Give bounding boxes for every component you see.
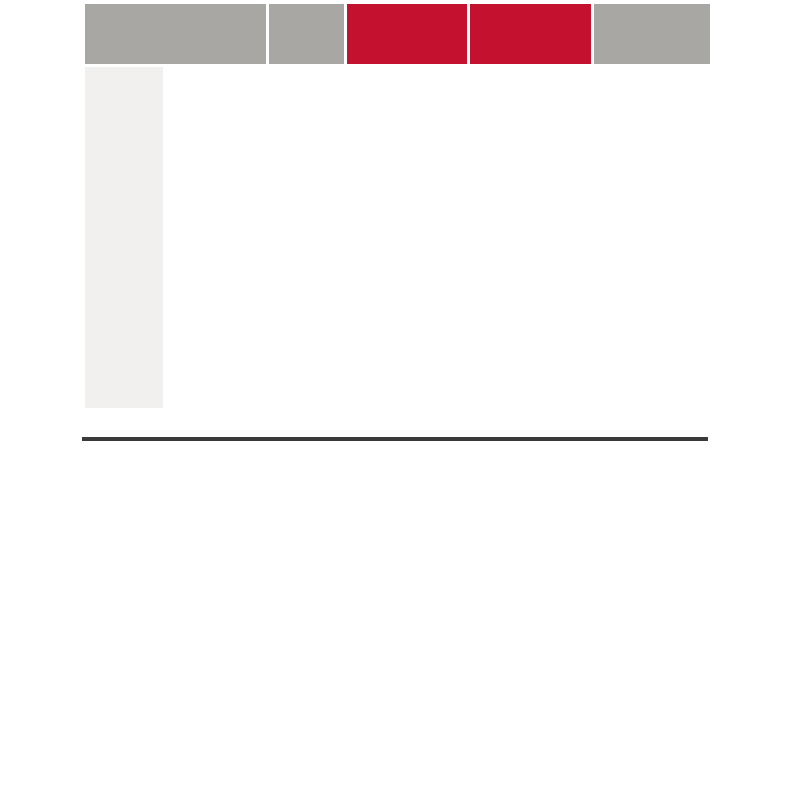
cup-size-table <box>82 437 708 441</box>
header-upper-bust <box>347 4 467 64</box>
header-recommended <box>594 4 710 64</box>
header-recommended-weight <box>85 4 266 64</box>
measurement-table <box>85 4 710 408</box>
header-size <box>269 4 344 64</box>
header-under-bust <box>470 4 591 64</box>
european-size-label <box>85 67 163 408</box>
